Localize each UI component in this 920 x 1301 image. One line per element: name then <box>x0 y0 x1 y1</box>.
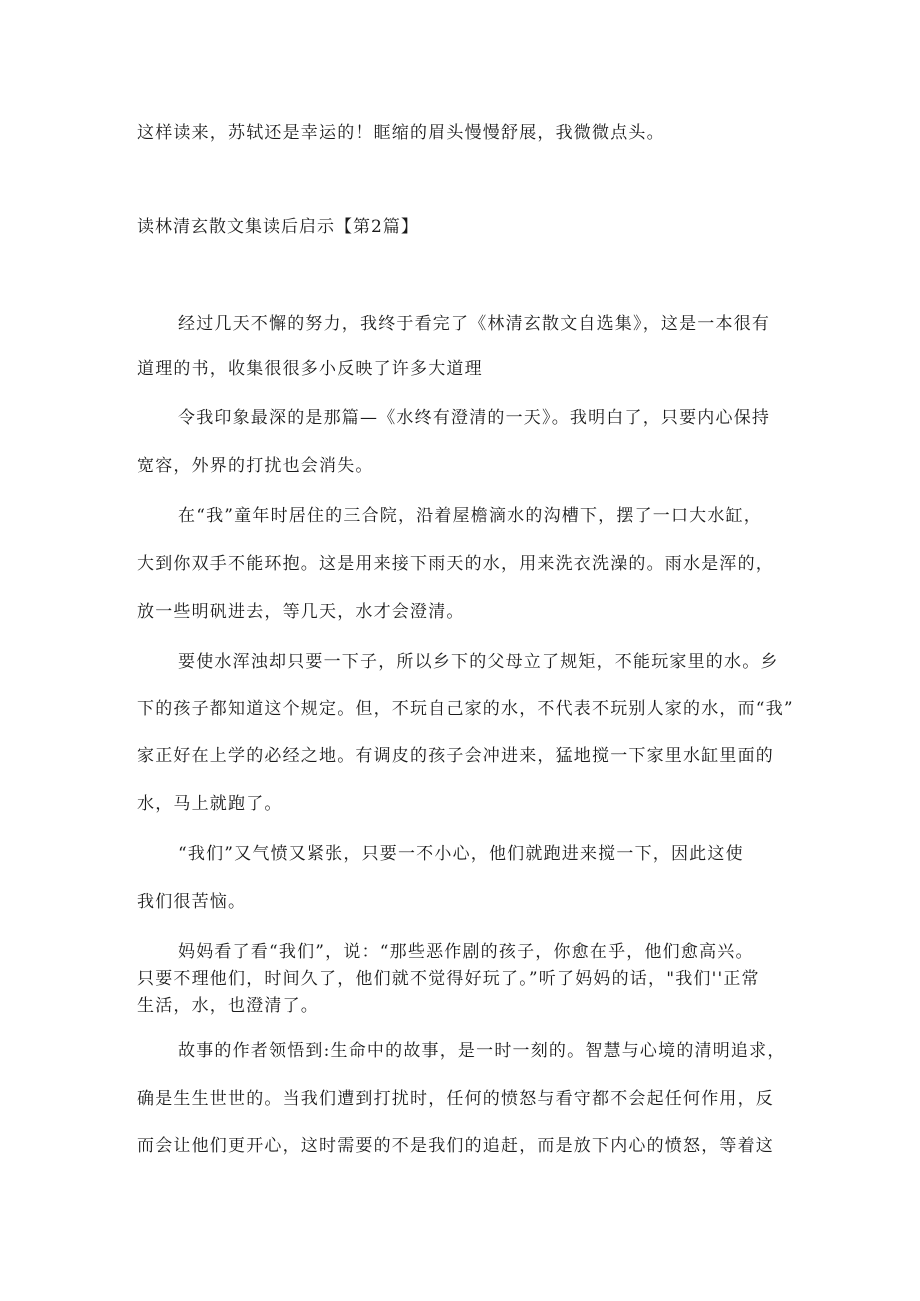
text-line: 大到你双手不能环抱。这是用来接下雨天的水，用来洗衣洗澡的。雨水是浑的， <box>137 554 774 574</box>
text-line: 我们很苦恼。 <box>137 892 247 912</box>
text-line: 水，马上就跑了。 <box>137 794 283 814</box>
text-line: 令我印象最深的是那篇—《水终有澄清的一天》。我明白了，只要内心保持 <box>178 408 771 428</box>
section-heading: 读林清玄散文集读后启示【第2篇】 <box>137 217 419 237</box>
text-line: 而会让他们更开心，这时需要的不是我们的追赶，而是放下内心的愤怒，等着这 <box>137 1136 774 1156</box>
text-line: 这样读来，苏轼还是幸运的！眶缩的眉头慢慢舒展，我微微点头。 <box>137 123 665 143</box>
text-line: 只要不理他们，时间久了，他们就不觉得好玩了。”听了妈妈的话，"我们''正常 <box>137 969 760 989</box>
text-line: 故事的作者领悟到:生命中的故事，是一时一刻的。智慧与心境的清明追求， <box>178 1041 786 1061</box>
text-line: 生活，水，也澄清了。 <box>137 996 319 1016</box>
text-line: 妈妈看了看“我们”，说：“那些恶作剧的孩子，你愈在乎，他们愈高兴。 <box>178 942 754 962</box>
text-line: 在“我”童年时居住的三合院，沿着屋檐滴水的沟槽下，摆了一口大水缸， <box>178 506 762 526</box>
text-line: 放一些明矾进去，等几天，水才会澄清。 <box>137 602 465 622</box>
text-line: 宽容，外界的打扰也会消失。 <box>137 456 374 476</box>
text-line: “我们”又气愤又紧张，只要一不小心，他们就跑进来搅一下，因此这使 <box>178 844 744 864</box>
text-line: 经过几天不懈的努力，我终于看完了《林清玄散文自选集》，这是一本很有 <box>178 314 771 334</box>
text-line: 下的孩子都知道这个规定。但，不玩自己家的水，不代表不玩别人家的水，而“我” <box>137 699 794 719</box>
text-line: 确是生生世世的。当我们遭到打扰时，任何的愤怒与看守都不会起任何作用，反 <box>137 1089 774 1109</box>
text-line: 家正好在上学的必经之地。有调皮的孩子会冲进来，猛地搅一下家里水缸里面的 <box>137 746 774 766</box>
text-line: 要使水浑浊却只要一下子，所以乡下的父母立了规矩，不能玩家里的水。乡 <box>178 652 779 672</box>
text-line: 道理的书，收集很很多小反映了许多大道理 <box>137 359 483 379</box>
